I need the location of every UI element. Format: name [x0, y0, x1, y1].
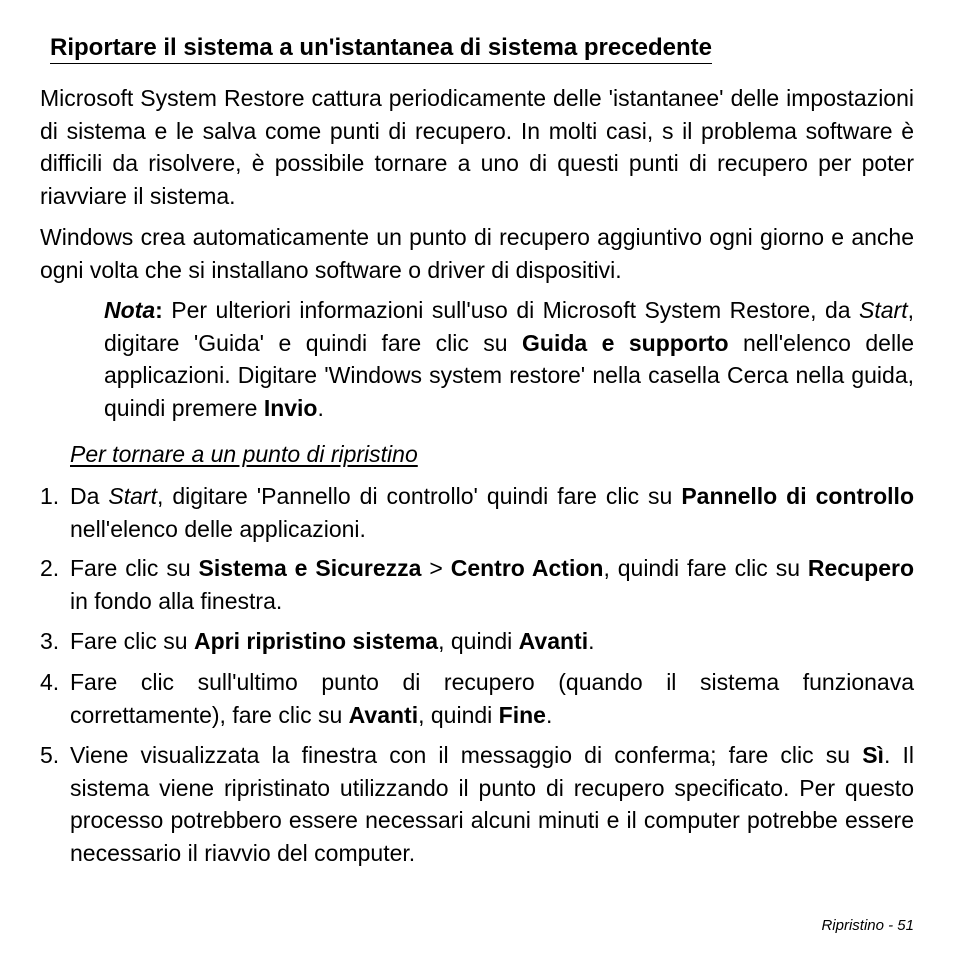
step-bold: Fine: [498, 701, 546, 728]
step-5: [40, 739, 914, 869]
step-text: , digitare 'Pannello di controllo' quindi fare clic su: [156, 483, 682, 509]
note-colon: :: [155, 297, 163, 323]
step-text: , quindi: [438, 628, 519, 654]
step-text: nell'elenco delle applicazioni.: [70, 515, 366, 542]
step-bold: Sistema e Sicurezza: [198, 555, 422, 581]
step-bold: Pannello di controllo: [681, 483, 914, 509]
step-number: 2.: [40, 555, 60, 581]
note-text-1: Per ulteriori informazioni sull'uso di Microsoft System Restore, da: [162, 297, 860, 323]
note-text-4: .: [317, 394, 324, 421]
step-body: [70, 552, 914, 617]
step-text: Da: [70, 483, 109, 509]
note-label: Nota: [104, 297, 156, 323]
note-start: Start: [859, 297, 908, 323]
step-body: [70, 480, 914, 545]
note-invio: Invio: [263, 394, 318, 421]
step-body: [70, 625, 914, 658]
step-text: Viene visualizzata la finestra con il messaggio di conferma; fare clic su: [70, 742, 863, 768]
step-text: in fondo alla finestra.: [70, 587, 283, 614]
note-text-2: , digitare 'Guida' e quindi fare clic su: [104, 297, 914, 356]
note-paragraph: [104, 294, 914, 424]
second-paragraph: Windows crea automaticamente un punto di recupero aggiuntivo ogni giorno e anche ogni volta che si installano software o driver di dispositivi.: [40, 224, 914, 283]
step-text: . Il sistema viene ripristinato utilizzando il punto di recupero specificato. Per questo processo potrebbero essere necessari alcuni minuti e il computer potrebbe essere necessario il riavvio del computer.: [70, 742, 914, 866]
step-bold: Sì: [862, 742, 884, 768]
note-guida: Guida e supporto: [522, 329, 729, 356]
step-number: 4.: [40, 669, 60, 695]
step-text: Fare clic sull'ultimo punto di recupero (quando il sistema funzionava correttamente), fare clic su: [70, 669, 914, 728]
step-body: [70, 739, 914, 869]
step-text: Fare clic su: [70, 628, 194, 654]
step-number: 1.: [40, 483, 60, 509]
step-number: 3.: [40, 628, 60, 654]
step-number: 5.: [40, 742, 60, 768]
section-heading: Riportare il sistema a un'istantanea di sistema precedente: [50, 33, 712, 64]
step-bold: Recupero: [807, 555, 914, 581]
step-bold: Avanti: [348, 701, 419, 728]
step-text: .: [588, 628, 595, 654]
note-text-3: nell'elenco delle applicazioni. Digitare 'Windows system restore' nella casella Cerca nella guida, quindi premere: [104, 329, 914, 421]
step-2: [40, 552, 914, 617]
step-3: [40, 625, 914, 658]
step-body: [70, 666, 914, 731]
step-text: .: [545, 701, 553, 728]
page-footer: Ripristino - 51: [821, 917, 914, 934]
step-bold: Apri ripristino sistema: [193, 628, 439, 654]
procedure-subheading: Per tornare a un punto di ripristino: [70, 441, 418, 467]
step-text: , quindi fare clic su: [603, 555, 808, 581]
step-4: [40, 666, 914, 731]
step-text: , quindi: [418, 701, 499, 728]
intro-paragraph: Microsoft System Restore cattura periodicamente delle 'istantanee' delle impostazioni di sistema e le salva come punti di recupero. In molti casi, s il problema software è difficili da risolvere, è possibile tornare a uno di questi punti di recupero per poter riavviare il sistema.: [40, 85, 914, 209]
step-1: [40, 480, 914, 545]
step-text: Fare clic su: [70, 555, 199, 581]
step-start: Start: [108, 483, 157, 509]
step-bold: Centro Action: [450, 555, 604, 581]
step-bold: Avanti: [518, 628, 589, 654]
step-text: >: [421, 555, 451, 581]
